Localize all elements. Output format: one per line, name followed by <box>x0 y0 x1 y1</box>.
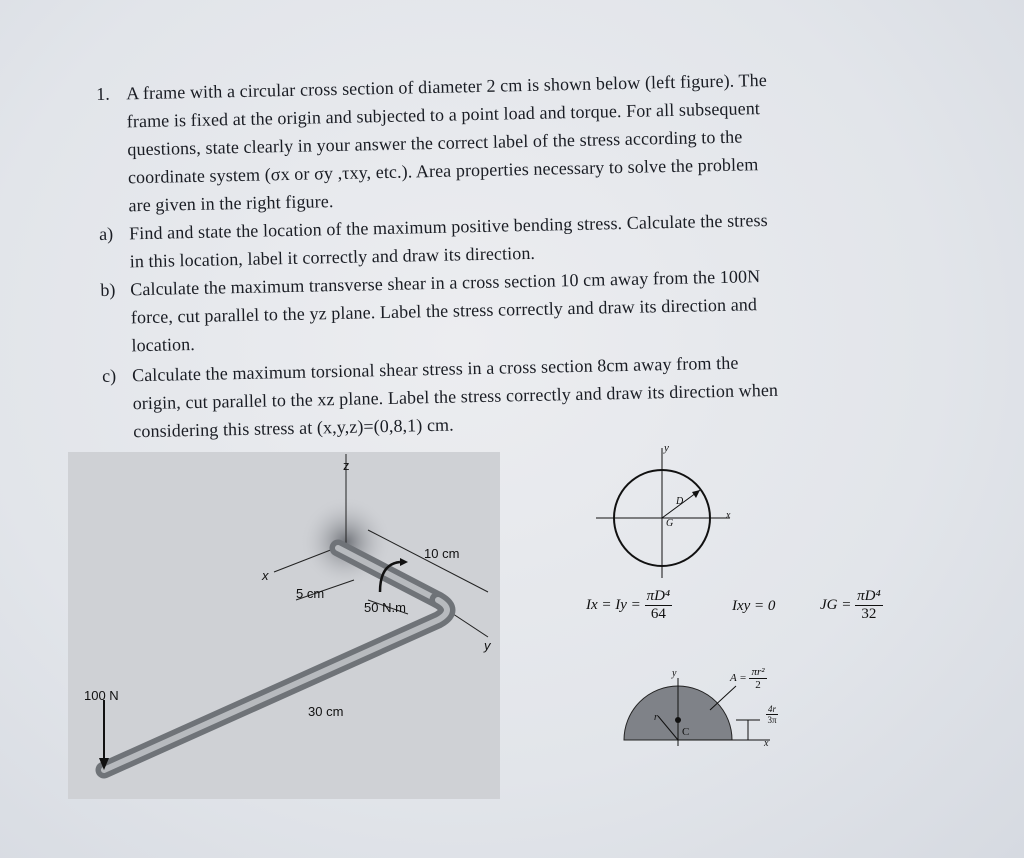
dim-10cm-label: 10 cm <box>424 546 460 561</box>
part-a-label: a) <box>98 223 114 244</box>
part-b-label: b) <box>100 279 116 300</box>
circle-G-label: G <box>666 518 674 529</box>
semicircle-area-formula <box>730 666 767 691</box>
circle-x-label: x <box>726 510 731 521</box>
centroid-distance-numerator: 4r <box>768 704 777 714</box>
semicircle-C-label: C <box>682 726 690 738</box>
semicircle-x-label: x <box>764 738 769 749</box>
Ix-numerator: πD⁴ <box>646 588 671 604</box>
part-c-line-3: considering this stress at (x,y,z)=(0,8,1) cm. <box>133 414 454 442</box>
frame-drawing <box>68 452 500 799</box>
part-a-line-2: in this location, label it correctly and draw its direction. <box>129 242 536 272</box>
intro-line-5: are given in the right figure. <box>128 191 334 216</box>
part-a-line-1: Find and state the location of the maximum positive bending stress. Calculate the stress <box>128 209 768 244</box>
intro-line-2: frame is fixed at the origin and subjected to a point load and torque. For all subsequent <box>126 98 761 132</box>
z-axis-label: z <box>343 458 350 473</box>
dim-30cm-label: 30 cm <box>308 704 344 719</box>
Ixy-formula: Ixy = 0 <box>732 598 776 614</box>
centroid-dot <box>675 717 681 723</box>
intro-line-1: A frame with a circular cross section of diameter 2 cm is shown below (left figure). The <box>125 69 768 104</box>
intro-line-3: questions, state clearly in your answer the correct label of the stress according to the <box>127 126 743 160</box>
JG-formula <box>820 588 883 623</box>
problem-number: 1. <box>96 83 110 104</box>
intro-line-4: coordinate system (σx or σy ,τxy, etc.). Area properties necessary to solve the problem <box>127 154 759 188</box>
torque-label: 50 N.m <box>364 600 406 615</box>
JG-numerator: πD⁴ <box>857 588 881 604</box>
part-b-line-1: Calculate the maximum transverse shear in a cross section 10 cm away from the 100N <box>130 266 761 300</box>
circle-D-label: D <box>676 496 684 507</box>
dim-5cm-label: 5 cm <box>296 586 325 601</box>
y-axis-label: y <box>484 638 491 653</box>
semicircle-area-lhs: A = <box>730 672 747 685</box>
semicircle-y-label: y <box>672 668 677 679</box>
part-c-label: c) <box>101 365 117 386</box>
JG-lhs: JG = <box>820 596 852 613</box>
semicircle-r-label: r <box>654 712 658 723</box>
JG-denominator: 32 <box>861 606 877 622</box>
x-axis-label: x <box>262 568 269 583</box>
part-b-line-3: location. <box>131 333 196 356</box>
part-b-line-2: force, cut parallel to the yz plane. Label the stress correctly and draw its direction and <box>130 294 758 328</box>
load-label: 100 N <box>84 688 119 703</box>
Ix-denominator: 64 <box>650 606 666 622</box>
part-c-line-1: Calculate the maximum torsional shear stress in a cross section 8cm away from the <box>131 352 739 386</box>
semicircle-area-numerator: πr² <box>751 666 765 678</box>
centroid-distance-denominator: 3π <box>767 715 777 725</box>
frame-figure <box>68 452 500 799</box>
Ix-lhs: Ix = Iy = <box>586 596 641 613</box>
centroid-distance <box>766 704 778 725</box>
Ix-formula <box>586 588 672 623</box>
area-properties-figure <box>560 440 920 770</box>
semicircle-area-denominator: 2 <box>755 679 761 691</box>
part-c-line-2: origin, cut parallel to the xz plane. Label the stress correctly and draw its direction when <box>132 379 779 414</box>
circle-y-label: y <box>664 442 669 454</box>
